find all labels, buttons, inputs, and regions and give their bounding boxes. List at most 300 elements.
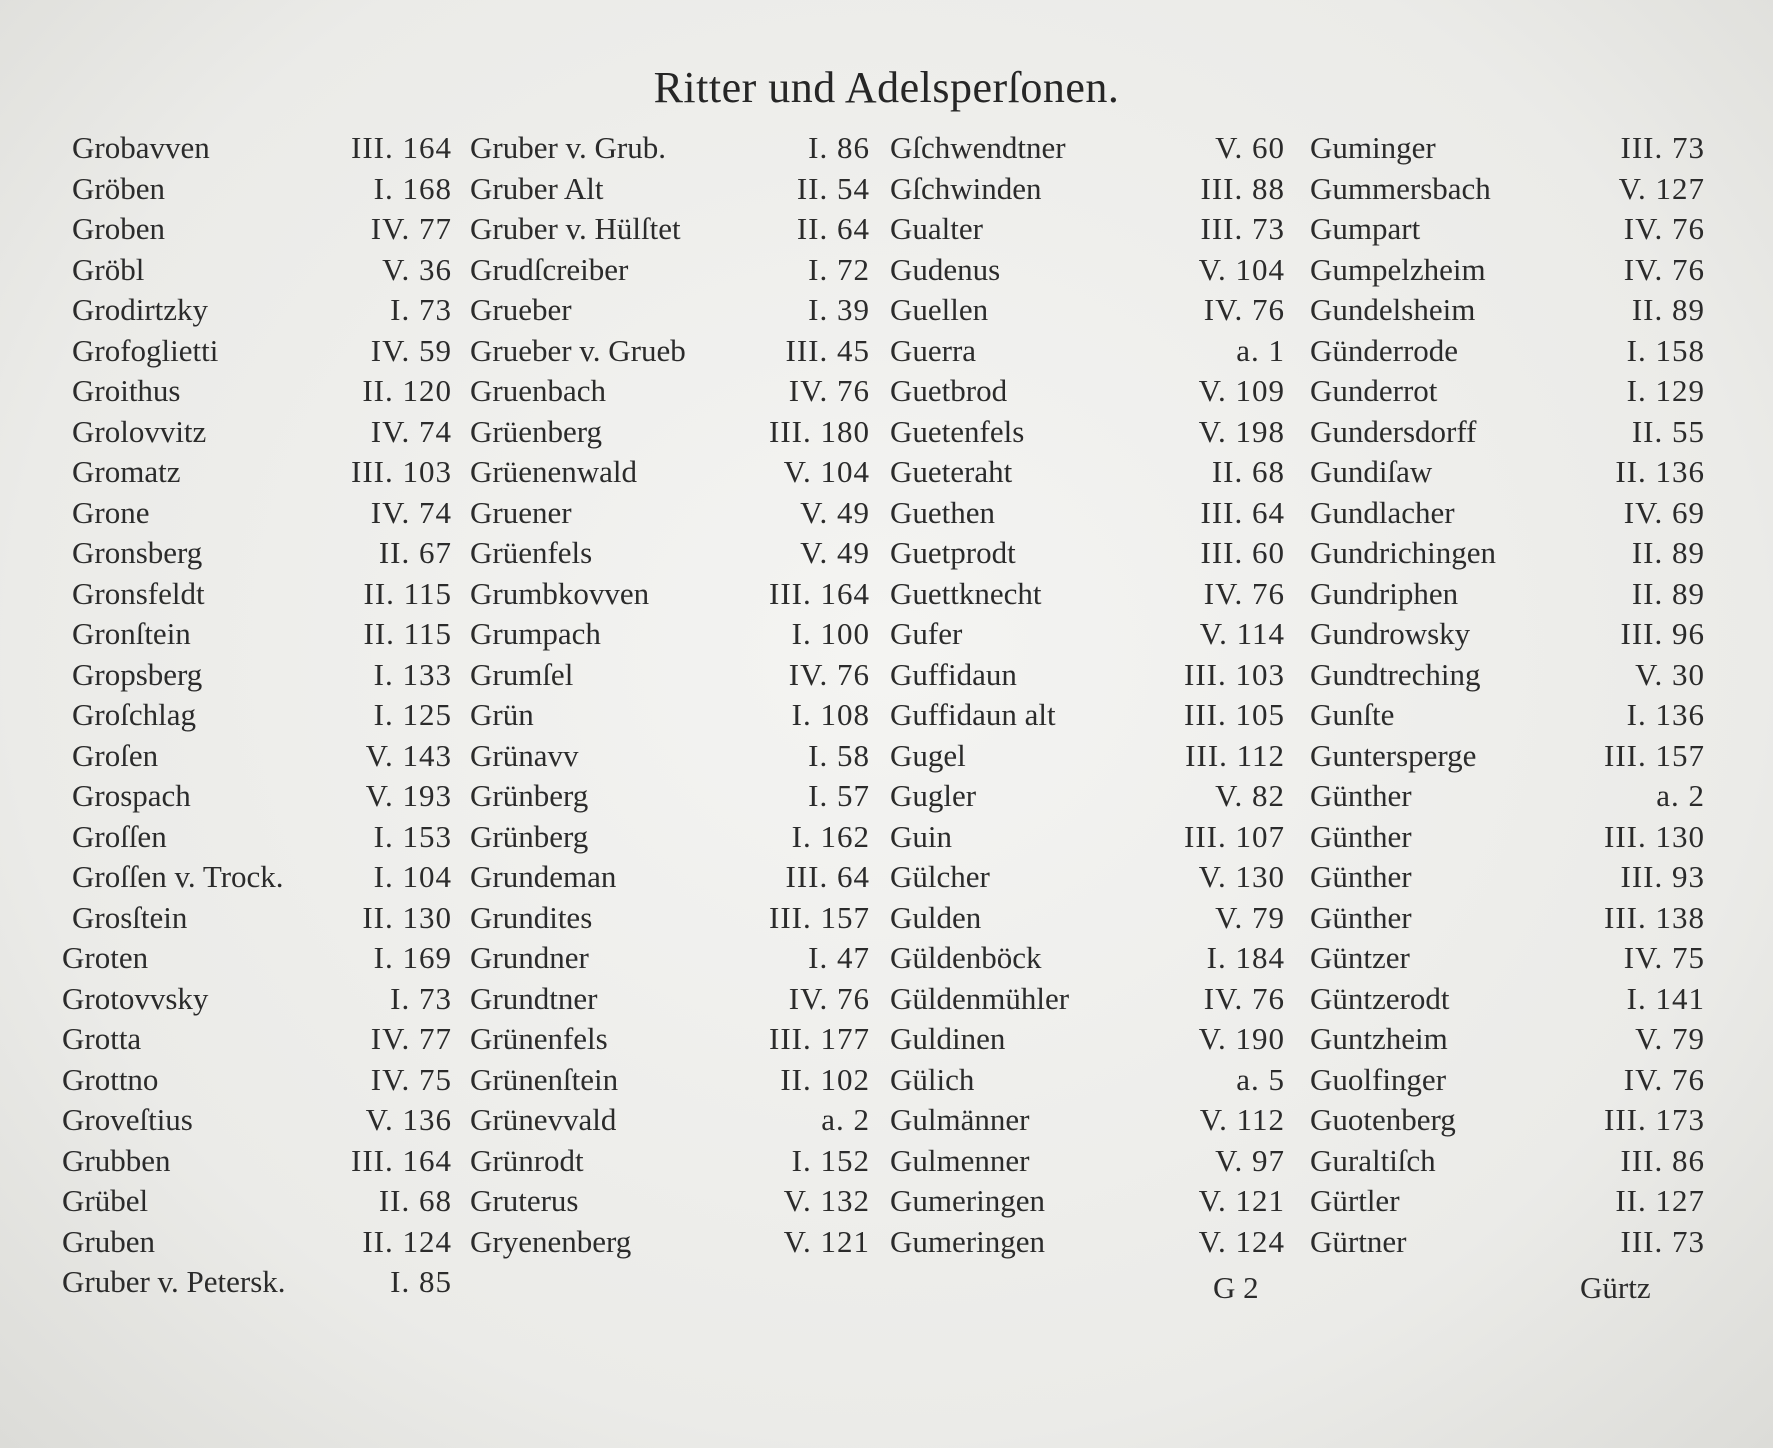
entry-name: Grünberg [470, 778, 589, 813]
index-entry [72, 412, 452, 453]
entry-reference: V. 143 [365, 737, 452, 773]
entry-name: Guetbrod [890, 373, 1008, 408]
index-entry [72, 614, 452, 655]
entry-name: Grosſtein [72, 899, 188, 935]
entry-reference: V. 36 [382, 251, 452, 287]
catchword: Gürtz [1580, 1270, 1651, 1305]
entry-name: Guntzheim [1310, 1021, 1448, 1056]
entry-reference: a. 1 [1236, 332, 1285, 368]
index-entry [470, 169, 870, 210]
entry-name: Guetenfels [890, 413, 1025, 449]
entry-reference: III. 73 [1620, 130, 1705, 165]
entry-reference: I. 168 [373, 170, 452, 206]
entry-name: Gruener [470, 494, 572, 530]
index-entry [72, 776, 452, 817]
entry-name: Gromatz [72, 454, 181, 489]
index-entry [470, 1222, 870, 1263]
entry-reference: II. 89 [1631, 575, 1705, 611]
index-entry [1310, 493, 1705, 534]
index-entry [72, 493, 452, 534]
entry-reference: I. 47 [808, 940, 870, 975]
index-entry [1310, 574, 1705, 615]
index-entry [470, 533, 870, 574]
index-entry [890, 979, 1285, 1020]
entry-reference: V. 121 [783, 1223, 870, 1259]
entry-name: Gruber v. Grub. [470, 130, 666, 165]
entry-name: Gufer [890, 616, 963, 651]
entry-reference: II. 136 [1615, 454, 1705, 489]
entry-name: Gruber v. Hülſtet [470, 211, 681, 246]
entry-name: Günther [1310, 818, 1412, 854]
entry-name: Gundrichingen [1310, 535, 1496, 570]
entry-name: Gröben [72, 170, 165, 206]
entry-reference: III. 105 [1184, 697, 1285, 732]
index-entry [890, 695, 1285, 736]
entry-name: Grofoglietti [72, 332, 219, 368]
entry-name: Grünenſtein [470, 1061, 619, 1097]
index-entry [890, 1181, 1285, 1222]
index-entry [890, 1060, 1285, 1101]
entry-reference: I. 133 [373, 656, 452, 692]
index-entry [890, 493, 1285, 534]
entry-name: Grumpach [470, 616, 601, 651]
entry-reference: IV. 76 [788, 656, 870, 692]
entry-name: Grone [72, 494, 150, 530]
index-entry [1310, 776, 1705, 817]
index-entry [1310, 290, 1705, 331]
entry-name: Gummersbach [1310, 170, 1491, 206]
entry-reference: V. 124 [1198, 1223, 1285, 1259]
index-entry [470, 736, 870, 777]
entry-name: Guolfinger [1310, 1061, 1447, 1097]
entry-reference: II. 127 [1615, 1183, 1705, 1218]
entry-name: Guetprodt [890, 535, 1016, 570]
entry-reference: IV. 76 [1623, 211, 1705, 246]
entry-name: Guldinen [890, 1021, 1006, 1056]
entry-reference: I. 125 [373, 697, 452, 732]
index-entry [72, 817, 452, 858]
index-entry [72, 290, 452, 331]
entry-name: Guethen [890, 494, 996, 530]
entry-reference: III. 103 [1184, 656, 1285, 692]
index-entry [470, 1181, 870, 1222]
index-entry [72, 898, 452, 939]
entry-name: Gugel [890, 737, 966, 773]
index-entry [1310, 331, 1705, 372]
entry-name: Grolovvitz [72, 413, 207, 449]
entry-name: Gundelsheim [1310, 292, 1476, 327]
index-entry [890, 776, 1285, 817]
entry-name: Gulmenner [890, 1142, 1030, 1178]
entry-name: Grünberg [470, 818, 589, 854]
index-entry [1310, 857, 1705, 898]
entry-name: Guerra [890, 332, 977, 368]
entry-reference: III. 157 [1604, 737, 1705, 773]
entry-name: Groſen [72, 737, 159, 773]
index-entry [890, 128, 1285, 169]
entry-name: Gürtler [1310, 1183, 1400, 1218]
index-entry [1310, 533, 1705, 574]
entry-name: Gſchwendtner [890, 130, 1066, 165]
index-entry [1310, 695, 1705, 736]
entry-name: Gueteraht [890, 454, 1013, 489]
index-entry [1310, 736, 1705, 777]
index-entry [72, 574, 452, 615]
entry-name: Grumſel [470, 656, 574, 692]
entry-name: Gundriphen [1310, 575, 1459, 611]
index-entry [72, 331, 452, 372]
entry-name: Gumeringen [890, 1183, 1045, 1218]
index-entry [72, 371, 452, 412]
entry-name: Gronſtein [72, 616, 191, 651]
entry-reference: III. 138 [1604, 899, 1705, 935]
entry-reference: I. 158 [1626, 332, 1705, 368]
entry-name: Grotovvsky [62, 980, 209, 1016]
entry-reference: II. 64 [796, 211, 870, 246]
index-entry [62, 979, 452, 1020]
entry-reference: III. 164 [351, 130, 452, 165]
entry-name: Grün [470, 697, 534, 732]
entry-name: Guffidaun alt [890, 697, 1056, 732]
entry-name: Grundner [470, 940, 589, 975]
index-column-4 [1310, 128, 1705, 1262]
entry-reference: III. 86 [1620, 1142, 1705, 1178]
entry-reference: V. 30 [1635, 656, 1705, 692]
entry-reference: V. 112 [1199, 1102, 1285, 1137]
entry-reference: V. 49 [800, 494, 870, 530]
entry-reference: V. 198 [1198, 413, 1285, 449]
index-entry [1310, 1181, 1705, 1222]
entry-reference: IV. 69 [1623, 494, 1705, 530]
entry-name: Gronsfeldt [72, 575, 205, 611]
entry-name: Grottno [62, 1061, 159, 1097]
entry-reference: V. 104 [783, 454, 870, 489]
entry-name: Grodirtzky [72, 292, 209, 327]
entry-reference: II. 55 [1631, 413, 1705, 449]
entry-name: Guminger [1310, 130, 1436, 165]
entry-reference: IV. 76 [1203, 980, 1285, 1016]
entry-reference: I. 169 [373, 940, 452, 975]
index-entry [470, 1100, 870, 1141]
entry-name: Gundrowsky [1310, 616, 1471, 651]
index-entry [470, 1060, 870, 1101]
entry-reference: V. 193 [365, 778, 452, 813]
signature-mark: G 2 [1213, 1270, 1259, 1305]
entry-name: Güntzer [1310, 940, 1410, 975]
index-entry [890, 898, 1285, 939]
index-entry [470, 1141, 870, 1182]
entry-name: Gruben [62, 1223, 155, 1259]
index-entry [470, 250, 870, 291]
entry-reference: III. 177 [769, 1021, 870, 1056]
entry-reference: V. 136 [365, 1102, 452, 1137]
entry-name: Gunſte [1310, 697, 1395, 732]
entry-reference: III. 64 [1200, 494, 1285, 530]
entry-reference: V. 109 [1198, 373, 1285, 408]
index-entry [62, 1141, 452, 1182]
entry-reference: IV. 74 [370, 494, 452, 530]
entry-reference: III. 112 [1185, 737, 1285, 773]
page-heading: Ritter und Adelsperſonen. [653, 63, 1120, 112]
index-entry [62, 1100, 452, 1141]
entry-name: Grünevvald [470, 1102, 617, 1137]
index-entry [470, 493, 870, 534]
index-entry [1310, 1019, 1705, 1060]
entry-name: Günther [1310, 899, 1412, 935]
index-entry [62, 1060, 452, 1101]
entry-reference: I. 184 [1206, 940, 1285, 975]
entry-name: Grubben [62, 1142, 171, 1178]
entry-reference: I. 162 [791, 818, 870, 854]
entry-reference: IV. 59 [370, 332, 452, 368]
index-entry [62, 1222, 452, 1263]
entry-reference: IV. 77 [370, 1021, 452, 1056]
entry-name: Gruenbach [470, 373, 606, 408]
entry-reference: II. 89 [1631, 535, 1705, 570]
index-entry [72, 736, 452, 777]
entry-name: Gruber Alt [470, 170, 604, 206]
entry-reference: V. 79 [1635, 1021, 1705, 1056]
entry-reference: V. 79 [1215, 899, 1285, 935]
entry-reference: II. 67 [378, 535, 452, 570]
entry-name: Gumpart [1310, 211, 1421, 246]
entry-name: Groſſen v. Trock. [72, 859, 284, 894]
entry-name: Grünavv [470, 737, 579, 773]
entry-name: Grumbkovven [470, 575, 650, 611]
index-entry [890, 614, 1285, 655]
index-entry [470, 614, 870, 655]
index-entry [470, 655, 870, 696]
entry-reference: III. 60 [1200, 535, 1285, 570]
index-entry [470, 331, 870, 372]
entry-reference: II. 115 [363, 575, 452, 611]
index-entry [890, 331, 1285, 372]
index-entry [470, 452, 870, 493]
entry-name: Gruber v. Petersk. [62, 1264, 286, 1299]
entry-reference: I. 108 [791, 697, 870, 732]
entry-reference: III. 73 [1200, 211, 1285, 246]
index-entry [890, 817, 1285, 858]
index-entry [72, 209, 452, 250]
index-entry [72, 857, 452, 898]
entry-name: Guin [890, 818, 952, 854]
entry-name: Grudſcreiber [470, 251, 629, 287]
entry-name: Grundeman [470, 859, 617, 894]
entry-name: Gundersdorff [1310, 413, 1477, 449]
entry-name: Grüenfels [470, 535, 593, 570]
entry-reference: III. 173 [1604, 1102, 1705, 1137]
entry-reference: III. 73 [1620, 1223, 1705, 1259]
entry-reference: V. 127 [1618, 170, 1705, 206]
entry-reference: I. 58 [808, 737, 870, 773]
index-entry [890, 169, 1285, 210]
index-entry [72, 452, 452, 493]
index-entry [890, 938, 1285, 979]
index-entry [470, 979, 870, 1020]
entry-reference: IV. 76 [1203, 575, 1285, 611]
entry-reference: I. 152 [791, 1142, 870, 1178]
entry-name: Gſchwinden [890, 170, 1042, 206]
entry-reference: III. 93 [1620, 859, 1705, 894]
index-entry [470, 412, 870, 453]
index-entry [890, 290, 1285, 331]
index-entry [1310, 898, 1705, 939]
entry-name: Guettknecht [890, 575, 1042, 611]
entry-name: Gumpelzheim [1310, 251, 1486, 287]
index-entry [1310, 128, 1705, 169]
index-entry [470, 776, 870, 817]
entry-name: Grübel [62, 1183, 149, 1218]
entry-reference: II. 120 [362, 373, 452, 408]
index-entry [890, 736, 1285, 777]
index-entry [72, 695, 452, 736]
entry-reference: III. 45 [785, 332, 870, 368]
index-entry [1310, 1100, 1705, 1141]
entry-reference: II. 68 [1211, 454, 1285, 489]
entry-reference: I. 86 [808, 130, 870, 165]
entry-name: Gröbl [72, 251, 145, 287]
entry-reference: I. 85 [390, 1264, 452, 1299]
entry-reference: V. 60 [1215, 130, 1285, 165]
index-entry [72, 169, 452, 210]
index-entry [470, 290, 870, 331]
entry-name: Gülcher [890, 859, 990, 894]
entry-reference: I. 141 [1626, 980, 1705, 1016]
entry-reference: V. 49 [800, 535, 870, 570]
index-entry [1310, 938, 1705, 979]
entry-name: Guffidaun [890, 656, 1017, 692]
entry-name: Grotta [62, 1021, 142, 1056]
index-entry [470, 1019, 870, 1060]
entry-reference: II. 89 [1631, 292, 1705, 327]
entry-reference: III. 180 [769, 413, 870, 449]
entry-reference: IV. 76 [1623, 1061, 1705, 1097]
index-entry [470, 695, 870, 736]
index-entry [1310, 169, 1705, 210]
entry-name: Gropsberg [72, 656, 203, 692]
entry-reference: II. 102 [780, 1061, 870, 1097]
entry-name: Güntzerodt [1310, 980, 1450, 1016]
index-entry [1310, 1060, 1705, 1101]
entry-reference: I. 136 [1626, 697, 1705, 732]
entry-reference: a. 5 [1236, 1061, 1285, 1097]
entry-name: Grüenenwald [470, 454, 637, 489]
index-entry [72, 533, 452, 574]
entry-reference: V. 104 [1198, 251, 1285, 287]
entry-name: Guellen [890, 292, 989, 327]
entry-name: Gruterus [470, 1183, 579, 1218]
index-entry [1310, 979, 1705, 1020]
entry-name: Gulmänner [890, 1102, 1030, 1137]
entry-name: Gumeringen [890, 1223, 1045, 1259]
entry-reference: IV. 76 [788, 373, 870, 408]
index-entry [1310, 250, 1705, 291]
entry-name: Grundites [470, 899, 593, 935]
index-entry [890, 1100, 1285, 1141]
index-entry [890, 1019, 1285, 1060]
index-entry [72, 250, 452, 291]
entry-name: Grundtner [470, 980, 598, 1016]
entry-reference: III. 88 [1200, 170, 1285, 206]
entry-reference: V. 114 [1199, 616, 1285, 651]
index-entry [890, 1141, 1285, 1182]
index-entry [470, 817, 870, 858]
entry-name: Gudenus [890, 251, 1001, 287]
index-entry [62, 1181, 452, 1222]
entry-reference: III. 164 [351, 1142, 452, 1178]
index-entry [62, 1019, 452, 1060]
entry-name: Gülich [890, 1061, 975, 1097]
index-entry [890, 412, 1285, 453]
index-entry [1310, 614, 1705, 655]
entry-name: Gundlacher [1310, 494, 1455, 530]
entry-reference: II. 68 [378, 1183, 452, 1218]
entry-reference: IV. 75 [1623, 940, 1705, 975]
entry-reference: I. 73 [390, 980, 452, 1016]
index-entry [890, 1222, 1285, 1263]
entry-name: Grünenfels [470, 1021, 608, 1056]
entry-reference: IV. 76 [788, 980, 870, 1016]
entry-reference: III. 164 [769, 575, 870, 611]
index-entry [1310, 1141, 1705, 1182]
entry-reference: I. 73 [390, 292, 452, 327]
entry-reference: V. 82 [1215, 778, 1285, 813]
entry-name: Groveſtius [62, 1102, 193, 1137]
index-entry [62, 1262, 452, 1303]
entry-name: Groten [62, 940, 149, 975]
entry-reference: III. 64 [785, 859, 870, 894]
entry-name: Groben [72, 211, 165, 246]
index-entry [1310, 655, 1705, 696]
index-entry [890, 371, 1285, 412]
entry-reference: I. 39 [808, 292, 870, 327]
entry-name: Gürtner [1310, 1223, 1407, 1259]
entry-reference: IV. 74 [370, 413, 452, 449]
index-entry [470, 898, 870, 939]
entry-reference: I. 104 [373, 859, 452, 894]
index-entry [890, 857, 1285, 898]
index-entry [72, 128, 452, 169]
index-entry [890, 574, 1285, 615]
entry-reference: V. 130 [1198, 859, 1285, 894]
index-entry [72, 655, 452, 696]
entry-name: Gulden [890, 899, 982, 935]
entry-reference: V. 190 [1198, 1021, 1285, 1056]
entry-name: Günderrode [1310, 332, 1459, 368]
entry-name: Groſchlag [72, 697, 196, 732]
entry-name: Guotenberg [1310, 1102, 1456, 1137]
index-entry [470, 209, 870, 250]
entry-reference: I. 129 [1626, 373, 1705, 408]
index-column-1 [62, 128, 452, 1303]
entry-reference: II. 130 [362, 899, 452, 935]
entry-reference: III. 96 [1620, 616, 1705, 651]
entry-name: Guntersperge [1310, 737, 1477, 773]
entry-name: Gunderrot [1310, 373, 1438, 408]
index-entry [890, 250, 1285, 291]
entry-reference: I. 57 [808, 778, 870, 813]
entry-reference: III. 107 [1184, 818, 1285, 854]
entry-name: Gundiſaw [1310, 454, 1433, 489]
entry-reference: I. 153 [373, 818, 452, 854]
entry-reference: IV. 76 [1623, 251, 1705, 287]
entry-name: Grueber v. Grueb [470, 332, 686, 368]
entry-name: Güldenmühler [890, 980, 1070, 1016]
entry-reference: IV. 77 [370, 211, 452, 246]
entry-reference: II. 124 [362, 1223, 452, 1259]
entry-name: Grospach [72, 778, 191, 813]
index-entry [470, 371, 870, 412]
